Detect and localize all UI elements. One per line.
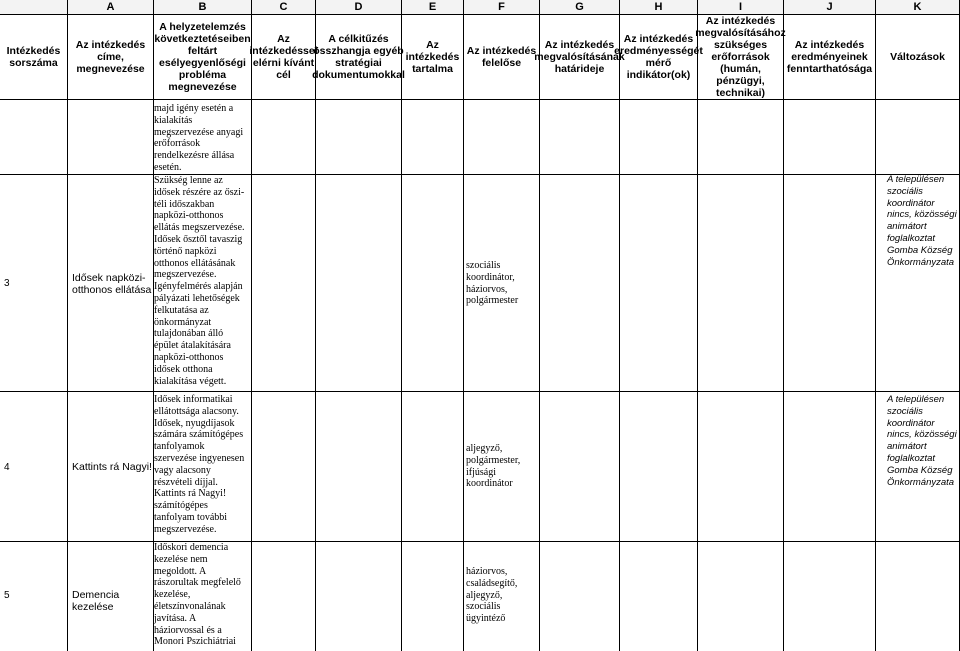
column-letter-bar — [0, 0, 960, 15]
header-cell-goal[interactable]: Az intézkedéssel elérni kívánt cél — [252, 15, 316, 100]
header-cell-responsible[interactable]: Az intézkedés felelőse — [464, 15, 540, 100]
column-letter[interactable]: B — [154, 0, 252, 15]
column-letter[interactable]: F — [464, 0, 540, 15]
body-column — [0, 100, 68, 651]
header-row — [0, 15, 960, 100]
row-number[interactable]: 5 — [4, 590, 10, 601]
table-cell-responsible[interactable]: aljegyző, polgármester, ifjúsági koordinátor — [466, 443, 521, 490]
column-letter[interactable]: A — [68, 0, 154, 15]
body-column — [252, 100, 316, 651]
row-divider — [0, 174, 960, 175]
column-letter[interactable]: G — [540, 0, 620, 15]
body-column — [540, 100, 620, 651]
table-cell-title[interactable]: Idősek napközi- otthonos ellátása — [72, 272, 152, 296]
column-letter[interactable]: D — [316, 0, 402, 15]
header-cell-resources[interactable]: Az intézkedés megvalósításához szükséges erőforrások (humán, pénzügyi, technikai) — [695, 15, 786, 99]
column-letter[interactable]: J — [784, 0, 876, 15]
header-cell-sustainability[interactable]: Az intézkedés eredményeinek fenntarthatósága — [784, 15, 876, 100]
column-letter[interactable]: K — [876, 0, 960, 15]
table-cell-responsible[interactable]: háziorvos, családsegítő, aljegyző, szociális ügyintéző — [466, 566, 518, 625]
row-divider — [0, 541, 960, 542]
column-letter[interactable]: I — [698, 0, 784, 15]
table-cell-title[interactable]: Kattints rá Nagyi! — [72, 461, 152, 473]
body-column — [620, 100, 698, 651]
body-column — [68, 100, 154, 651]
table-cell-problem[interactable]: Idősek informatikai ellátottsága alacsony. Idősek, nyugdíjasok számára számítógépes tanfolyamok szervezése ingyenesen vagy alacsony részvételi díjjal. Kattints rá Nagyi! számítógépes tanfolyam további megszervezése. — [154, 394, 245, 535]
column-letter[interactable]: H — [620, 0, 698, 15]
header-cell-title[interactable]: Az intézkedés címe, megnevezése — [68, 15, 154, 100]
body-column — [784, 100, 876, 651]
column-letter[interactable] — [0, 0, 68, 15]
table-cell-responsible[interactable]: szociális koordinátor, háziorvos, polgármester — [466, 260, 519, 307]
row-divider — [0, 391, 960, 392]
row-number[interactable]: 4 — [4, 462, 10, 473]
table-cell-problem[interactable]: Szükség lenne az idősek részére az őszi- téli időszakban napközi-otthonos ellátás megszervezése. Idősek ősztől tavaszig történő napközi otthonos ellátásának megszervezése. Igényfelmérés alapján pályázati lehetőségek felkutatása az önkormányzat tulajdonában álló épület átalakítására napközi-otthonos idősek otthona kialakítása végett. — [154, 175, 245, 387]
body-column — [402, 100, 464, 651]
header-cell-indicator[interactable]: Az intézkedés eredményességét mérő indikátor(ok) — [620, 15, 698, 100]
header-cell-deadline[interactable]: Az intézkedés megvalósításának határideje — [540, 15, 620, 100]
table-cell-problem[interactable]: majd igény esetén a kialakítás megszervezése anyagi erőforrások rendelkezésre állása esetén. — [154, 103, 244, 173]
row-number[interactable]: 3 — [4, 278, 10, 289]
body-column — [316, 100, 402, 651]
body-column — [698, 100, 784, 651]
table-cell-changes[interactable]: A településen szociális koordinátor nincs, közösségi animátort foglalkoztat Gomba Község Önkormányzata — [887, 174, 957, 268]
table-cell-title[interactable]: Demencia kezelése — [72, 589, 120, 613]
table-cell-problem[interactable]: Időskori demencia kezelése nem megoldott. A rászorultak megfelelő kezelése, életszínvonalának javítása. A háziorvossal és a Monori Pszichiátriai — [154, 542, 241, 648]
column-letter[interactable]: E — [402, 0, 464, 15]
header-cell-problem[interactable]: A helyzetelemzés következtetéseiben feltárt esélyegyenlőségi probléma megnevezése — [154, 15, 252, 100]
table-cell-changes[interactable]: A településen szociális koordinátor nincs, közösségi animátort foglalkoztat Gomba Község Önkormányzata — [887, 394, 957, 488]
column-letter[interactable]: C — [252, 0, 316, 15]
header-cell-number[interactable]: Intézkedés sorszáma — [0, 15, 68, 100]
header-cell-content[interactable]: Az intézkedés tartalma — [402, 15, 464, 100]
header-cell-changes[interactable]: Változások — [876, 15, 960, 100]
header-cell-strategy[interactable]: A célkitűzés összhangja egyéb stratégiai dokumentumokkal — [316, 15, 402, 100]
